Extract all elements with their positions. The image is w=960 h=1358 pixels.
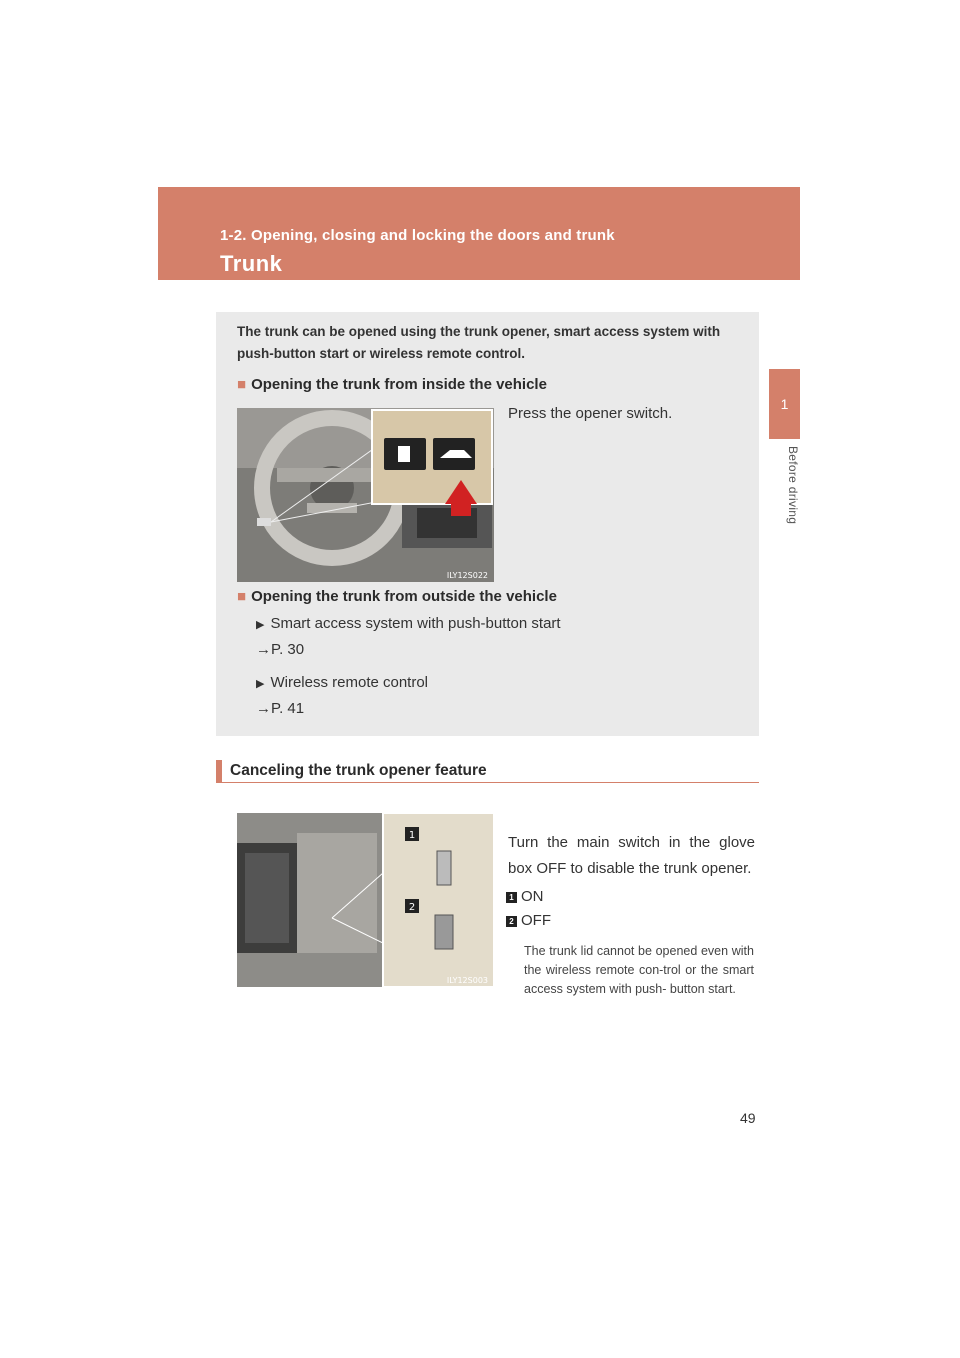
image-code: ILY12S022: [446, 571, 488, 580]
heading-accent-bar: [216, 760, 222, 782]
chapter-tab: [769, 369, 800, 439]
page-number: 49: [740, 1110, 756, 1126]
glovebox-image: [237, 813, 494, 987]
inside-heading: ■ Opening the trunk from inside the vehicle: [237, 376, 547, 393]
square-bullet-icon: ■: [237, 588, 247, 605]
dashboard-image: [237, 408, 494, 582]
ref-smart[interactable]: →P. 30: [256, 641, 305, 658]
chapter-header: [158, 187, 800, 280]
outside-heading: ■ Opening the trunk from outside the vehicle: [237, 588, 557, 605]
ref-remote[interactable]: →P. 41: [256, 700, 305, 717]
dashboard-illustration: [237, 408, 494, 582]
section-label: 1-2. Opening, closing and locking the doors and trunk: [220, 227, 615, 244]
outside-item-remote: ▶ Wireless remote control: [256, 674, 429, 691]
cancel-heading: Canceling the trunk opener feature: [216, 760, 759, 783]
press-instruction: Press the opener switch.: [508, 405, 673, 422]
outside-item-smart: ▶ Smart access system with push-button start: [256, 615, 561, 632]
item-off: 2 OFF: [506, 912, 551, 929]
chapter-label: Before driving: [786, 446, 800, 525]
cancel-note: The trunk lid cannot be opened even with the wireless remote con-trol or the smart access system with push- button start.: [524, 944, 754, 996]
chapter-number: 1: [780, 396, 789, 412]
callout-1: 1: [408, 830, 416, 841]
callout-2: 2: [408, 902, 416, 913]
cancel-instruction: Turn the main switch in the glove box OFF to disable the trunk opener.: [508, 834, 755, 877]
number-box-2: 2: [506, 916, 517, 927]
triangle-bullet-icon: ▶: [256, 619, 265, 631]
square-bullet-icon: ■: [237, 376, 247, 393]
triangle-bullet-icon: ▶: [256, 678, 265, 690]
info-box: [216, 312, 759, 736]
glovebox-illustration: [237, 813, 494, 987]
image-code: ILY12S003: [446, 976, 488, 985]
number-box-1: 1: [506, 892, 517, 903]
intro-text: The trunk can be opened using the trunk opener, smart access system with push-button start or wireless remote control.: [237, 324, 721, 361]
page-title: Trunk: [220, 251, 283, 276]
item-on: 1 ON: [506, 888, 544, 905]
